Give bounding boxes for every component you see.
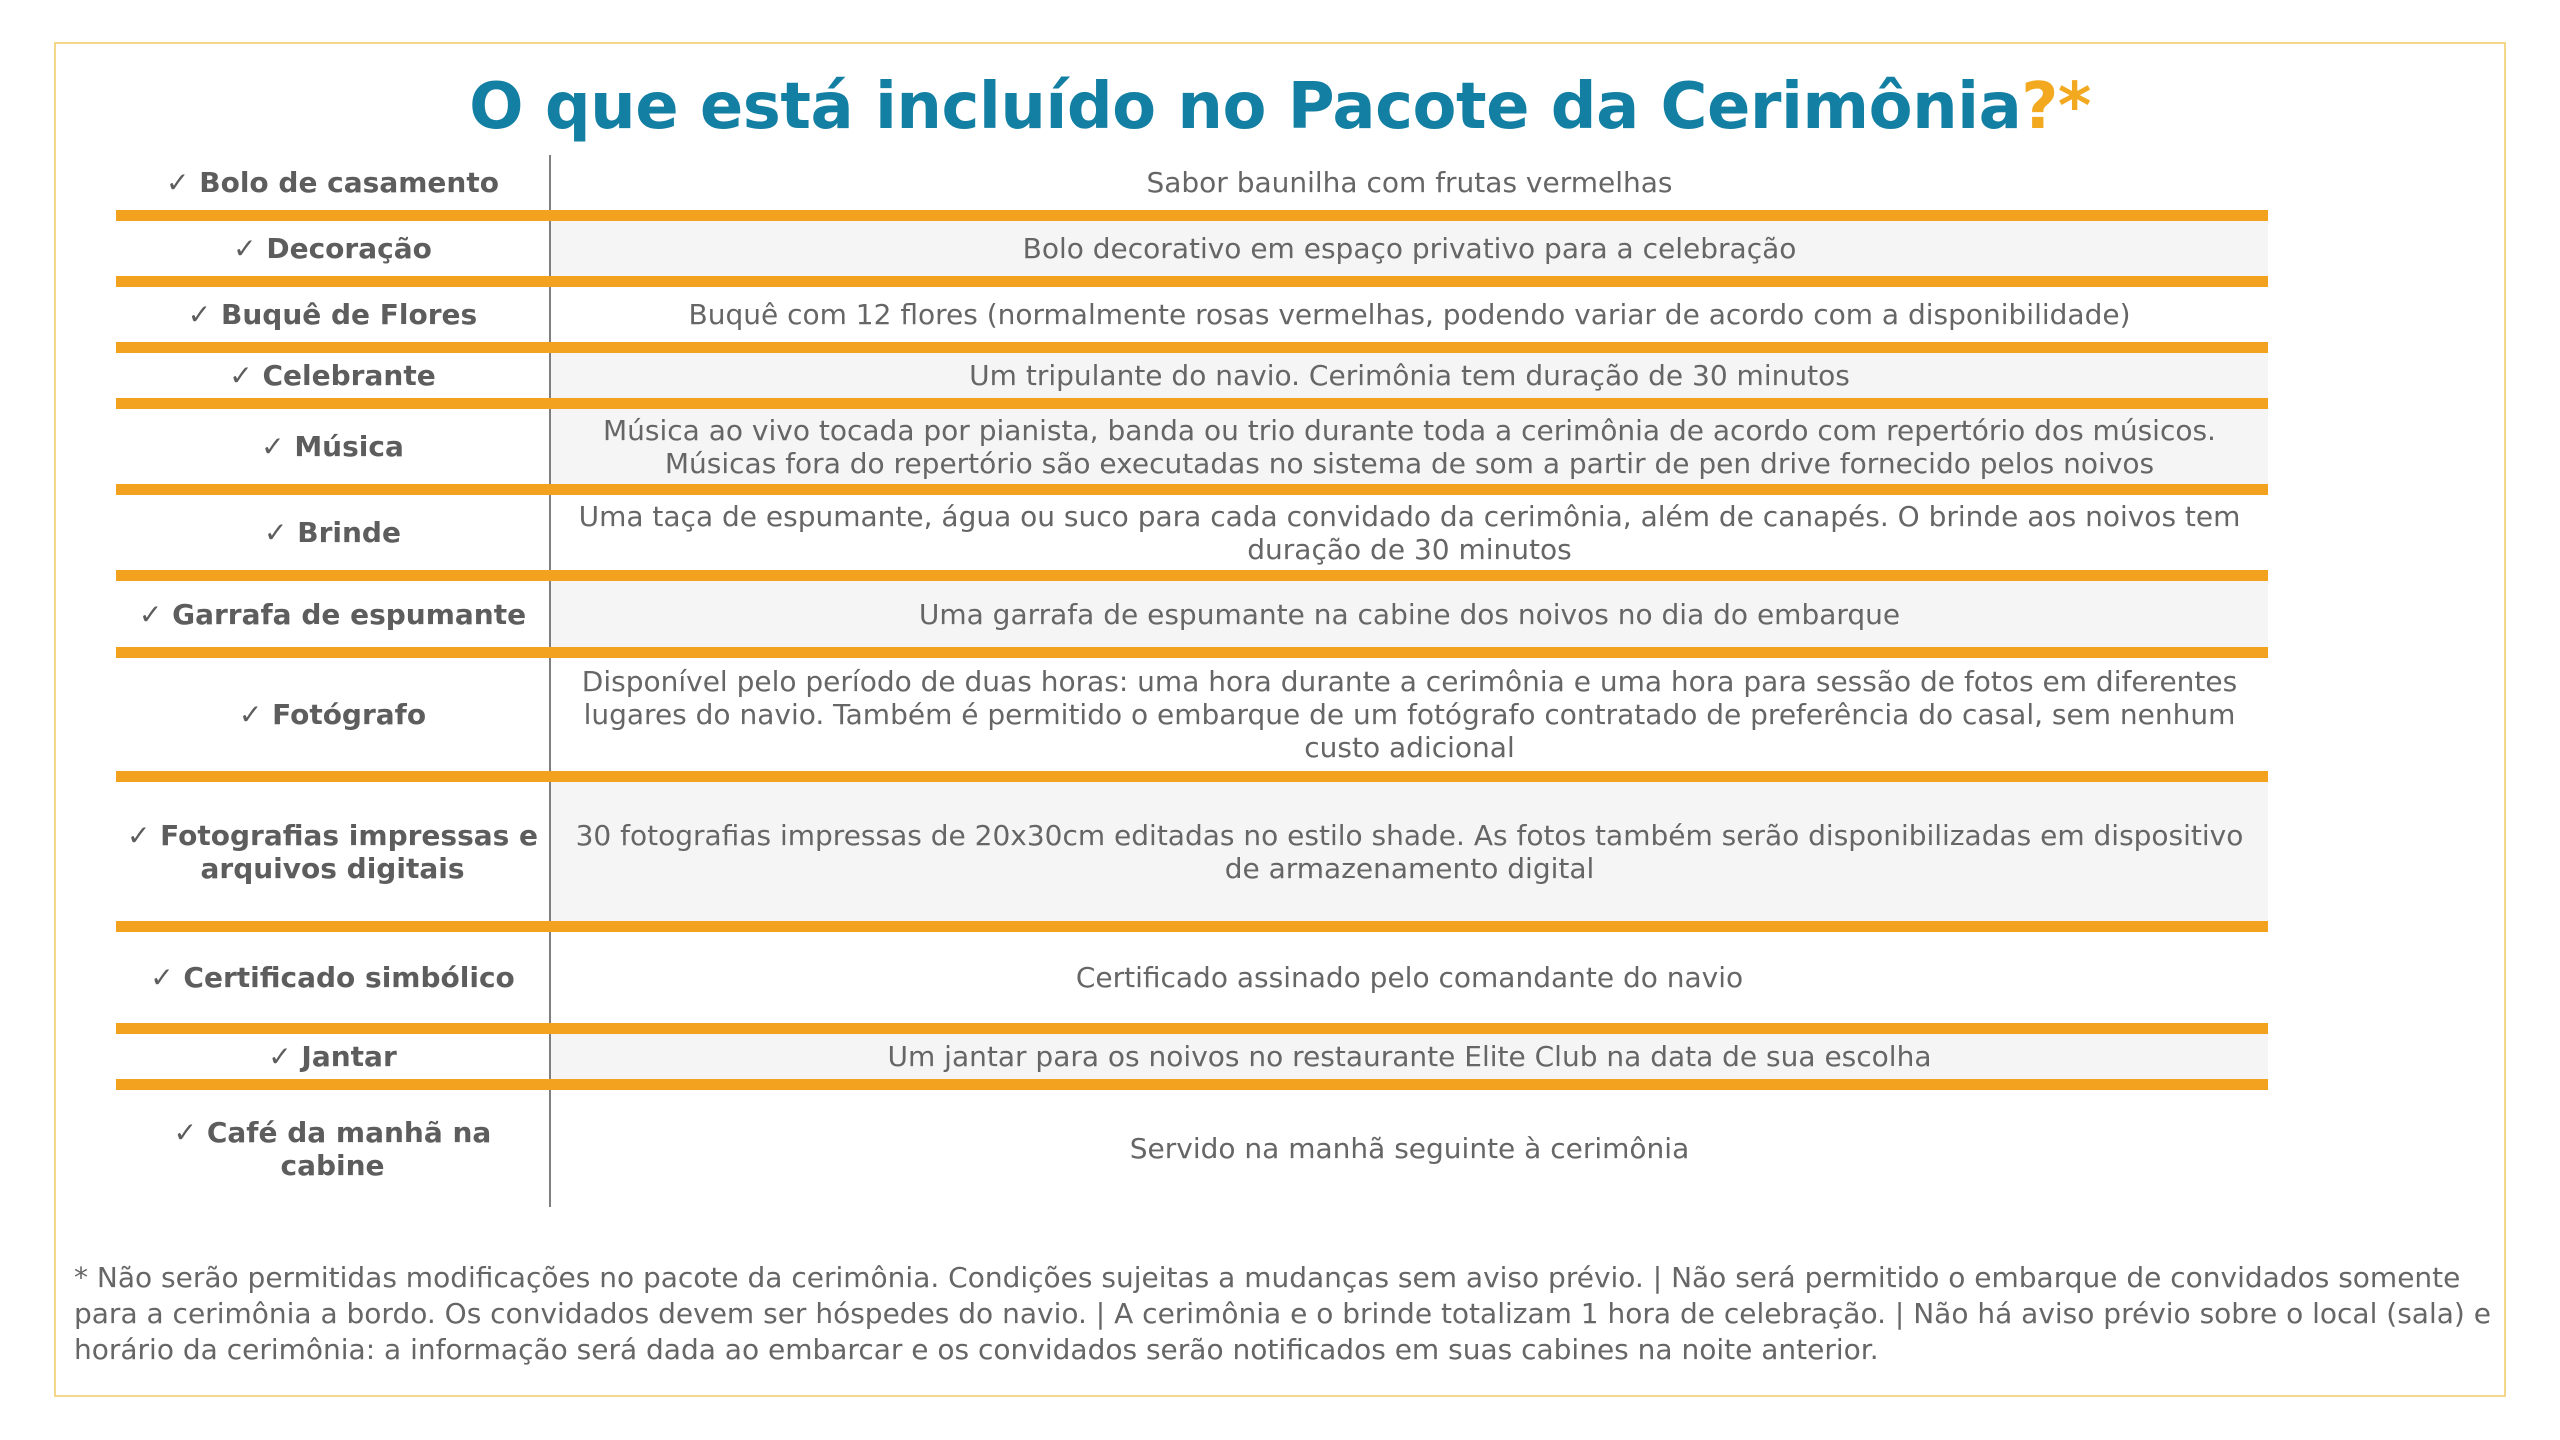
row-value: Uma garrafa de espumante na cabine dos noivos no dia do embarque	[549, 581, 2268, 647]
row-label: ✓ Fotógrafo	[238, 698, 427, 731]
title-text: O que está incluído no Pacote da Cerimônia	[469, 70, 2022, 144]
table-row	[116, 495, 2268, 581]
table-row	[116, 1090, 2268, 1207]
row-value: Música ao vivo tocada por pianista, banda ou trio durante toda a cerimônia de acordo com repertório dos músicos. Músicas fora do repertório são executadas no sistema de som a partir de pen drive fornecido pelos noivos	[549, 409, 2268, 484]
row-label: ✓ Brinde	[264, 516, 401, 549]
table-row	[116, 1034, 2268, 1090]
footnote: * Não serão permitidas modificações no pacote da cerimônia. Condições sujeitas a mudanças sem aviso prévio. | Não será permitido o embarque de convidados somente para a cerimônia a bordo. Os convidados devem ser hóspedes do navio. | A cerimônia e o brinde totalizam 1 hora de celebração. | Não há aviso prévio sobre o local (sala) e horário da cerimônia: a informação será dada ao embarcar e os convidados serão notificados em suas cabines na noite anterior.	[74, 1261, 2491, 1366]
table-row	[116, 155, 2268, 221]
table-row	[116, 658, 2268, 782]
package-table	[116, 155, 2268, 1207]
row-value: Um tripulante do navio. Cerimônia tem duração de 30 minutos	[549, 353, 2268, 398]
table-row	[116, 221, 2268, 287]
row-label: ✓ Celebrante	[229, 359, 436, 392]
row-label: ✓ Café da manhã na cabine	[173, 1115, 492, 1182]
row-label: ✓ Fotografias impressas e arquivos digitais	[126, 818, 539, 885]
row-label: ✓ Buquê de Flores	[187, 298, 478, 331]
table-row	[116, 353, 2268, 409]
row-label: ✓ Jantar	[268, 1040, 397, 1073]
row-label: ✓ Garrafa de espumante	[138, 597, 527, 631]
row-value: Um jantar para os noivos no restaurante Elite Club na data de sua escolha	[549, 1034, 2268, 1079]
table-row	[116, 782, 2268, 932]
table-row	[116, 932, 2268, 1034]
page-title	[0, 70, 2560, 144]
row-value: Uma taça de espumante, água ou suco para cada convidado da cerimônia, além de canapés. O brinde aos noivos tem duração de 30 minutos	[549, 495, 2268, 570]
title-mark: ?*	[2021, 70, 2091, 144]
row-label: ✓ Música	[261, 430, 404, 463]
table-row	[116, 287, 2268, 353]
row-value: Sabor baunilha com frutas vermelhas	[549, 155, 2268, 210]
row-value: Servido na manhã seguinte à cerimônia	[549, 1090, 2268, 1207]
table-row	[116, 409, 2268, 495]
table-row	[116, 581, 2268, 658]
row-value: Disponível pelo período de duas horas: uma hora durante a cerimônia e uma hora para sessão de fotos em diferentes lugares do navio. Também é permitido o embarque de um fotógrafo contratado de preferência do casal, sem nenhum custo adicional	[549, 658, 2268, 771]
row-label: ✓ Decoração	[233, 232, 432, 265]
row-label: ✓ Bolo de casamento	[166, 166, 499, 199]
row-value: Bolo decorativo em espaço privativo para a celebração	[549, 221, 2268, 276]
row-value: Certificado assinado pelo comandante do navio	[549, 932, 2268, 1023]
row-value: 30 fotografias impressas de 20x30cm editadas no estilo shade. As fotos também serão disponibilizadas em dispositivo de armazenamento digital	[549, 782, 2268, 921]
row-value: Buquê com 12 flores (normalmente rosas vermelhas, podendo variar de acordo com a disponibilidade)	[549, 287, 2268, 342]
row-label: ✓ Certificado simbólico	[150, 961, 515, 994]
